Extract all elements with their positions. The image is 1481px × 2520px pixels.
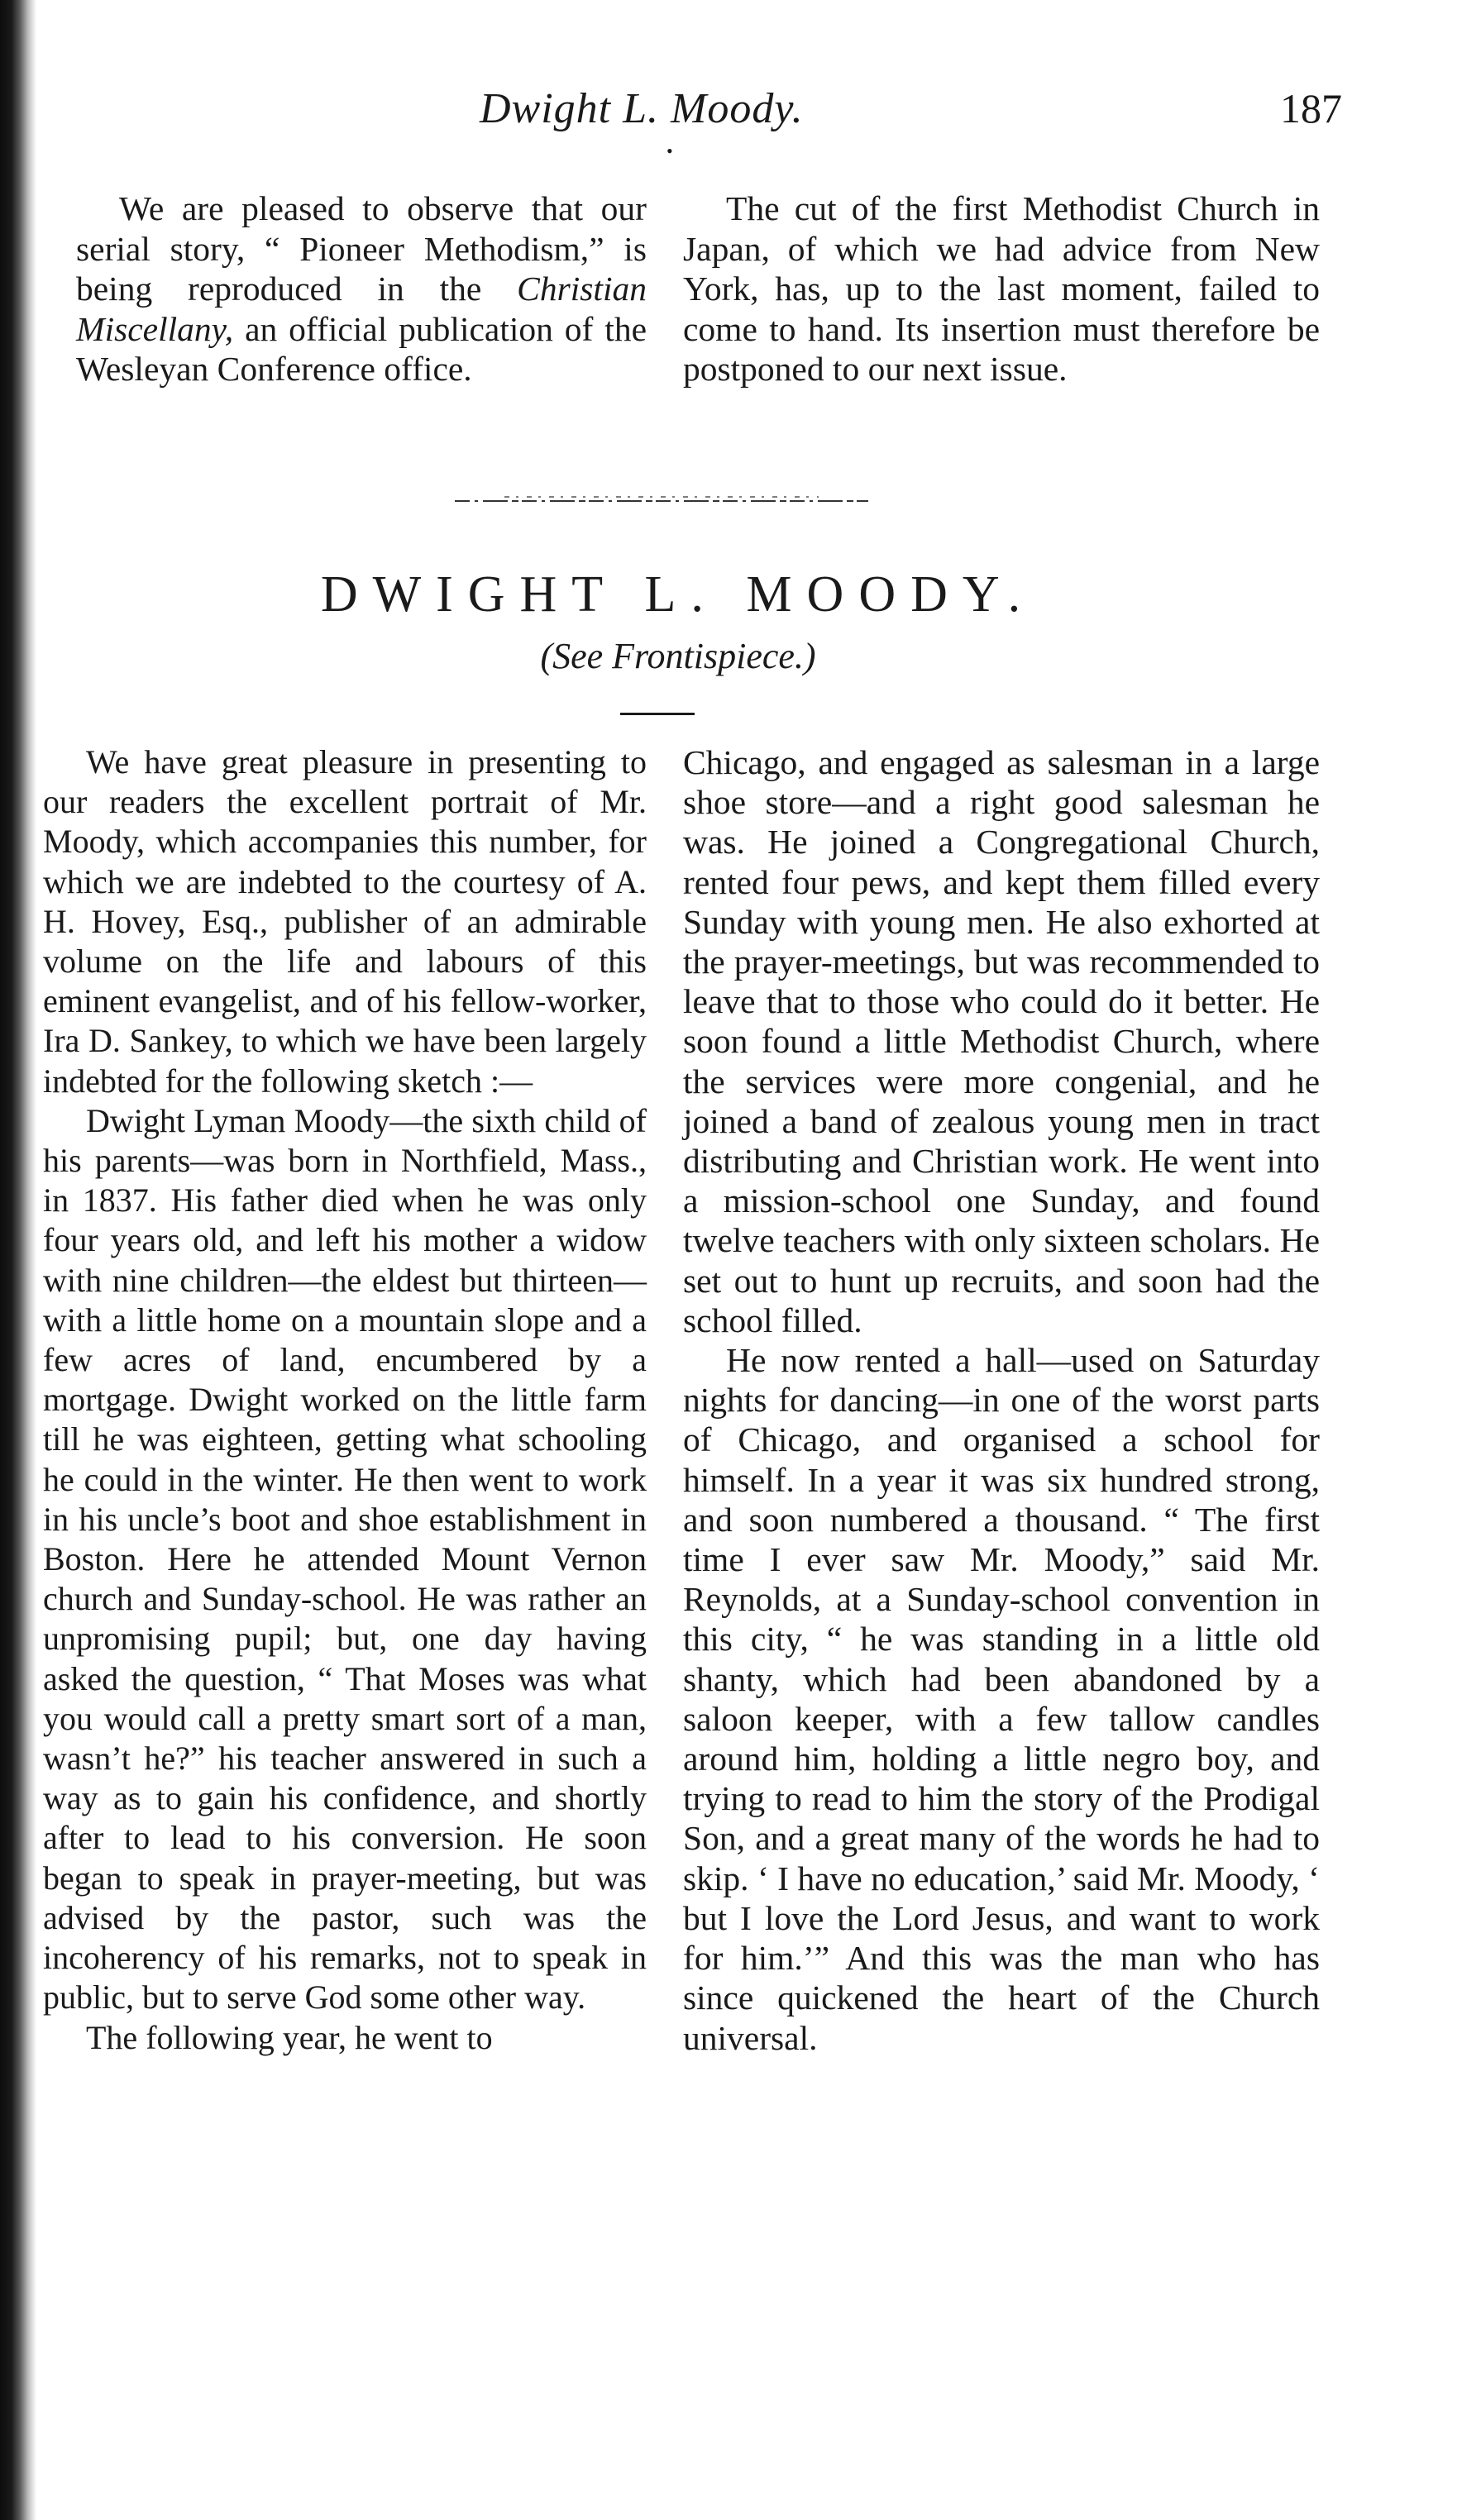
paragraph: Chicago, and engaged as salesman in a large shoe store—and a right good salesman he was. He joined a Congregational Church, rented four pews, and kept them filled every Sunday with young men. He also exhorted at the prayer-meetings, but was recommended to leave that to those who could do it better. He soon found a little Methodist Church, where the services were more congenial, and he joined a band of zealous young men in tract distributing and Christian work. He went into a mission-school one Sunday, and found twelve teachers with only sixteen scholars. He set out to hunt up recruits, and soon had the school filled. (683, 743, 1320, 1339)
article-right-column (683, 742, 1320, 2058)
header-dot: • (666, 141, 673, 161)
page-binding-edge (0, 0, 36, 2520)
paragraph: He now rented a hall—used on Saturday nights for dancing—in one of the worst parts of Chicago, and organised a school for himself. In a year it was six hundred strong, and soon numbered a thousand. “ The first time I ever saw Mr. Moody,” said Mr. Reynolds, at a Sunday-school convention in this city, “ he was standing in a little old shanty, which had been abandoned by a saloon keeper, with a few tallow candles around him, holding a little negro boy, and trying to read to him the story of the Prodigal Son, and a great many of the words he had to skip. ‘ I have no education,’ said Mr. Moody, ‘ but I love the Lord Jesus, and want to work for him.’” And this was the man who has since quickened the heart of the Church universal. (683, 1341, 1320, 2057)
article-subtitle: (See Frontispiece.) (540, 636, 816, 676)
running-title: Dwight L. Moody. (480, 85, 804, 132)
paragraph: The following year, he went to (86, 2018, 493, 2056)
page-number: 187 (1280, 85, 1342, 131)
section-divider-ornament (455, 493, 868, 504)
article-left-column (43, 742, 647, 2058)
publication-name: Christian Miscellany, (76, 270, 647, 348)
paragraph: Dwight Lyman Moody—the sixth child of his parents—was born in Northfield, Mass., in 1837. His father died when he was only four years old, and left his mother a widow with nine children—the eldest but thirteen—with a little home on a mountain slope and a few acres of land, encumbered by a mortgage. Dwight worked on the little farm till he was eighteen, getting what schooling he could in the winter. He then went to work in his uncle’s boot and shoe establishment in Boston. Here he attended Mount Vernon church and Sunday-school. He was rather an unpromising pupil; but, one day having asked the question, “ That Moses was what you would call a pretty smart sort of a man, wasn’t he?” his teacher answered in such a way as to gain his confidence, and shortly after to lead to his conversion. He soon began to speak in prayer-meeting, but was advised by the pastor, such was the incoherency of his remarks, not to speak in public, but to serve God some other way. (43, 1101, 647, 2016)
notice-left-column (76, 189, 647, 389)
notice-right-column (683, 189, 1320, 389)
notice-japan-church: The cut of the first Methodist Church in Japan, of which we had advice from New York, has, up to the last moment, failed to come to hand. Its insertion must therefore be postponed to our next issue. (683, 189, 1320, 389)
notice-serial-story: We are pleased to observe that our serial story, “ Pioneer Methodism,” is being reproduced in the Christian Miscellany, an official publication of the Wesleyan Conference office. (76, 189, 647, 389)
paragraph: We have great pleasure in presenting to our readers the excellent portrait of Mr. Moody, which accompanies this number, for which we are indebted to the courtesy of A. H. Hovey, Esq., publisher of an admirable volume on the life and labours of this eminent evangelist, and of his fellow-worker, Ira D. Sankey, to which we have been largely indebted for the following sketch :— (43, 743, 647, 1100)
article-title: DWIGHT L. MOODY. (320, 566, 1036, 623)
title-rule (620, 713, 695, 715)
running-header (0, 84, 1481, 161)
